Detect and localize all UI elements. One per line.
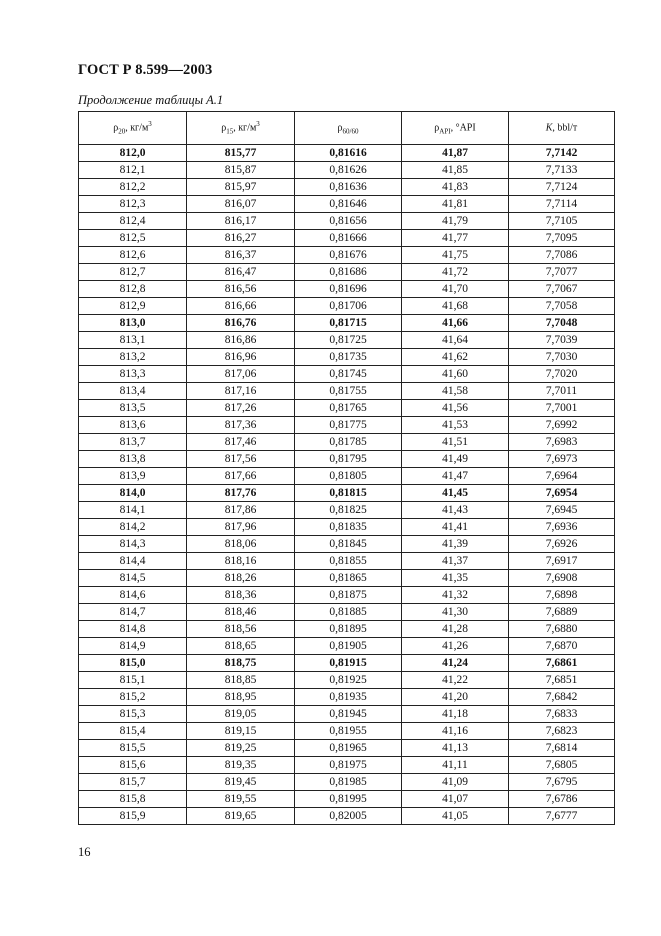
rho-api-cell: 41,18 — [402, 706, 509, 723]
rho-api-cell: 41,51 — [402, 434, 509, 451]
rho-api-cell: 41,30 — [402, 604, 509, 621]
rho15-cell: 817,36 — [187, 417, 295, 434]
column-header-k: K, bbl/т — [509, 112, 615, 145]
table-row — [79, 383, 615, 400]
table-row — [79, 808, 615, 825]
rho15-cell: 818,65 — [187, 638, 295, 655]
rho15-cell: 816,76 — [187, 315, 295, 332]
rho15-cell: 819,25 — [187, 740, 295, 757]
k-cell: 7,6926 — [509, 536, 615, 553]
table-row — [79, 570, 615, 587]
k-cell: 7,6795 — [509, 774, 615, 791]
rho60-60-cell: 0,81725 — [295, 332, 402, 349]
k-cell: 7,6945 — [509, 502, 615, 519]
rho20-cell: 812,5 — [79, 230, 187, 247]
k-cell: 7,7001 — [509, 400, 615, 417]
rho-api-cell: 41,07 — [402, 791, 509, 808]
k-cell: 7,7114 — [509, 196, 615, 213]
rho-api-cell: 41,32 — [402, 587, 509, 604]
rho-api-cell: 41,41 — [402, 519, 509, 536]
rho15-cell: 816,07 — [187, 196, 295, 213]
k-cell: 7,7142 — [509, 145, 615, 162]
k-cell: 7,6964 — [509, 468, 615, 485]
table-row — [79, 604, 615, 621]
rho20-cell: 814,7 — [79, 604, 187, 621]
rho60-60-cell: 0,81955 — [295, 723, 402, 740]
rho-api-cell: 41,16 — [402, 723, 509, 740]
rho-api-cell: 41,28 — [402, 621, 509, 638]
rho15-cell: 817,76 — [187, 485, 295, 502]
rho15-cell: 818,75 — [187, 655, 295, 672]
rho15-cell: 816,27 — [187, 230, 295, 247]
table-row — [79, 366, 615, 383]
table-row — [79, 315, 615, 332]
rho15-cell: 816,96 — [187, 349, 295, 366]
rho20-cell: 815,4 — [79, 723, 187, 740]
table-row — [79, 638, 615, 655]
k-cell: 7,6917 — [509, 553, 615, 570]
rho-api-cell: 41,24 — [402, 655, 509, 672]
rho-api-cell: 41,72 — [402, 264, 509, 281]
rho60-60-cell: 0,81616 — [295, 145, 402, 162]
rho15-cell: 819,05 — [187, 706, 295, 723]
rho-api-cell: 41,13 — [402, 740, 509, 757]
k-cell: 7,6842 — [509, 689, 615, 706]
rho15-cell: 817,06 — [187, 366, 295, 383]
rho15-cell: 819,55 — [187, 791, 295, 808]
rho60-60-cell: 0,81835 — [295, 519, 402, 536]
rho60-60-cell: 0,81975 — [295, 757, 402, 774]
k-cell: 7,7086 — [509, 247, 615, 264]
rho60-60-cell: 0,81715 — [295, 315, 402, 332]
rho-api-cell: 41,58 — [402, 383, 509, 400]
k-cell: 7,6954 — [509, 485, 615, 502]
rho-api-cell: 41,09 — [402, 774, 509, 791]
rho-api-cell: 41,70 — [402, 281, 509, 298]
rho20-cell: 814,2 — [79, 519, 187, 536]
rho15-cell: 818,85 — [187, 672, 295, 689]
rho-api-cell: 41,20 — [402, 689, 509, 706]
rho20-cell: 814,5 — [79, 570, 187, 587]
rho-api-cell: 41,79 — [402, 213, 509, 230]
k-cell: 7,6898 — [509, 587, 615, 604]
rho60-60-cell: 0,81785 — [295, 434, 402, 451]
rho15-cell: 815,87 — [187, 162, 295, 179]
k-cell: 7,6861 — [509, 655, 615, 672]
rho15-cell: 817,66 — [187, 468, 295, 485]
rho15-cell: 816,47 — [187, 264, 295, 281]
rho-api-cell: 41,77 — [402, 230, 509, 247]
rho60-60-cell: 0,81885 — [295, 604, 402, 621]
rho20-cell: 815,9 — [79, 808, 187, 825]
k-cell: 7,6889 — [509, 604, 615, 621]
rho20-cell: 815,3 — [79, 706, 187, 723]
document-title: ГОСТ Р 8.599—2003 — [78, 62, 213, 78]
k-cell: 7,7095 — [509, 230, 615, 247]
k-cell: 7,7030 — [509, 349, 615, 366]
rho15-cell: 818,16 — [187, 553, 295, 570]
rho-api-cell: 41,26 — [402, 638, 509, 655]
rho15-cell: 819,65 — [187, 808, 295, 825]
rho60-60-cell: 0,82005 — [295, 808, 402, 825]
rho60-60-cell: 0,81875 — [295, 587, 402, 604]
rho20-cell: 813,9 — [79, 468, 187, 485]
rho20-cell: 814,6 — [79, 587, 187, 604]
rho20-cell: 812,2 — [79, 179, 187, 196]
rho60-60-cell: 0,81995 — [295, 791, 402, 808]
rho-api-cell: 41,68 — [402, 298, 509, 315]
k-cell: 7,7011 — [509, 383, 615, 400]
rho20-cell: 814,4 — [79, 553, 187, 570]
rho60-60-cell: 0,81795 — [295, 451, 402, 468]
table-row — [79, 247, 615, 264]
column-header-rho60-60: $\rho_{60/60}$ — [295, 112, 402, 145]
k-cell: 7,6786 — [509, 791, 615, 808]
k-cell: 7,7058 — [509, 298, 615, 315]
table-row — [79, 230, 615, 247]
rho20-cell: 812,1 — [79, 162, 187, 179]
rho20-cell: 813,1 — [79, 332, 187, 349]
k-cell: 7,7067 — [509, 281, 615, 298]
rho60-60-cell: 0,81755 — [295, 383, 402, 400]
rho-api-cell: 41,39 — [402, 536, 509, 553]
rho15-cell: 819,35 — [187, 757, 295, 774]
rho60-60-cell: 0,81626 — [295, 162, 402, 179]
rho60-60-cell: 0,81855 — [295, 553, 402, 570]
rho15-cell: 817,56 — [187, 451, 295, 468]
rho60-60-cell: 0,81825 — [295, 502, 402, 519]
rho-api-cell: 41,45 — [402, 485, 509, 502]
table-row — [79, 723, 615, 740]
rho15-cell: 816,86 — [187, 332, 295, 349]
rho20-cell: 815,2 — [79, 689, 187, 706]
table-row — [79, 519, 615, 536]
table-row — [79, 536, 615, 553]
table-row — [79, 281, 615, 298]
rho15-cell: 816,17 — [187, 213, 295, 230]
rho15-cell: 818,26 — [187, 570, 295, 587]
table-row — [79, 706, 615, 723]
rho60-60-cell: 0,81895 — [295, 621, 402, 638]
table-row — [79, 740, 615, 757]
rho-api-cell: 41,35 — [402, 570, 509, 587]
table-row — [79, 553, 615, 570]
k-cell: 7,6870 — [509, 638, 615, 655]
rho20-cell: 815,6 — [79, 757, 187, 774]
rho-api-cell: 41,11 — [402, 757, 509, 774]
table-caption: Продолжение таблицы А.1 — [78, 93, 224, 107]
rho60-60-cell: 0,81696 — [295, 281, 402, 298]
k-cell: 7,6983 — [509, 434, 615, 451]
page-number: 16 — [78, 845, 91, 859]
rho15-cell: 816,37 — [187, 247, 295, 264]
rho60-60-cell: 0,81845 — [295, 536, 402, 553]
rho20-cell: 814,3 — [79, 536, 187, 553]
rho-api-cell: 41,83 — [402, 179, 509, 196]
rho60-60-cell: 0,81646 — [295, 196, 402, 213]
rho20-cell: 813,2 — [79, 349, 187, 366]
rho15-cell: 818,06 — [187, 536, 295, 553]
rho20-cell: 815,5 — [79, 740, 187, 757]
table-row — [79, 502, 615, 519]
rho-api-cell: 41,49 — [402, 451, 509, 468]
k-cell: 7,6777 — [509, 808, 615, 825]
rho20-cell: 813,3 — [79, 366, 187, 383]
rho20-cell: 812,7 — [79, 264, 187, 281]
rho60-60-cell: 0,81666 — [295, 230, 402, 247]
rho60-60-cell: 0,81735 — [295, 349, 402, 366]
rho60-60-cell: 0,81765 — [295, 400, 402, 417]
rho20-cell: 812,0 — [79, 145, 187, 162]
table-row — [79, 332, 615, 349]
rho60-60-cell: 0,81925 — [295, 672, 402, 689]
k-cell: 7,7048 — [509, 315, 615, 332]
rho15-cell: 815,77 — [187, 145, 295, 162]
rho60-60-cell: 0,81865 — [295, 570, 402, 587]
rho15-cell: 818,95 — [187, 689, 295, 706]
rho15-cell: 816,66 — [187, 298, 295, 315]
rho60-60-cell: 0,81656 — [295, 213, 402, 230]
rho20-cell: 813,5 — [79, 400, 187, 417]
rho15-cell: 817,26 — [187, 400, 295, 417]
rho15-cell: 816,56 — [187, 281, 295, 298]
rho20-cell: 814,1 — [79, 502, 187, 519]
rho-api-cell: 41,37 — [402, 553, 509, 570]
rho-api-cell: 41,43 — [402, 502, 509, 519]
rho-api-cell: 41,85 — [402, 162, 509, 179]
k-cell: 7,7020 — [509, 366, 615, 383]
rho-api-cell: 41,60 — [402, 366, 509, 383]
k-cell: 7,6973 — [509, 451, 615, 468]
k-cell: 7,6936 — [509, 519, 615, 536]
k-cell: 7,7077 — [509, 264, 615, 281]
rho15-cell: 817,96 — [187, 519, 295, 536]
rho20-cell: 814,0 — [79, 485, 187, 502]
rho60-60-cell: 0,81805 — [295, 468, 402, 485]
k-cell: 7,7133 — [509, 162, 615, 179]
rho20-cell: 812,6 — [79, 247, 187, 264]
rho-api-cell: 41,47 — [402, 468, 509, 485]
rho60-60-cell: 0,81965 — [295, 740, 402, 757]
table-row — [79, 672, 615, 689]
table-row — [79, 349, 615, 366]
rho-api-cell: 41,87 — [402, 145, 509, 162]
table-row — [79, 400, 615, 417]
table-row — [79, 434, 615, 451]
k-cell: 7,6880 — [509, 621, 615, 638]
rho-api-cell: 41,66 — [402, 315, 509, 332]
table-row — [79, 451, 615, 468]
rho15-cell: 819,45 — [187, 774, 295, 791]
rho20-cell: 814,8 — [79, 621, 187, 638]
rho-api-cell: 41,64 — [402, 332, 509, 349]
rho60-60-cell: 0,81775 — [295, 417, 402, 434]
rho60-60-cell: 0,81945 — [295, 706, 402, 723]
density-table — [78, 111, 615, 825]
rho20-cell: 813,8 — [79, 451, 187, 468]
rho-api-cell: 41,05 — [402, 808, 509, 825]
rho60-60-cell: 0,81676 — [295, 247, 402, 264]
rho20-cell: 812,9 — [79, 298, 187, 315]
rho20-cell: 815,8 — [79, 791, 187, 808]
rho60-60-cell: 0,81815 — [295, 485, 402, 502]
table-header-row — [79, 112, 615, 145]
k-cell: 7,6833 — [509, 706, 615, 723]
table-row — [79, 655, 615, 672]
table-row — [79, 417, 615, 434]
rho-api-cell: 41,56 — [402, 400, 509, 417]
table-row — [79, 791, 615, 808]
column-header-rho20: $\rho_{20}$, $кг/м^3$ — [79, 112, 187, 145]
k-cell: 7,6814 — [509, 740, 615, 757]
rho60-60-cell: 0,81636 — [295, 179, 402, 196]
rho15-cell: 817,46 — [187, 434, 295, 451]
k-cell: 7,6992 — [509, 417, 615, 434]
rho60-60-cell: 0,81686 — [295, 264, 402, 281]
table-row — [79, 162, 615, 179]
rho15-cell: 819,15 — [187, 723, 295, 740]
table-row — [79, 774, 615, 791]
k-cell: 7,6823 — [509, 723, 615, 740]
table-row — [79, 264, 615, 281]
table-body — [79, 145, 615, 825]
k-cell: 7,7105 — [509, 213, 615, 230]
rho-api-cell: 41,22 — [402, 672, 509, 689]
rho60-60-cell: 0,81905 — [295, 638, 402, 655]
rho20-cell: 813,7 — [79, 434, 187, 451]
table-row — [79, 621, 615, 638]
table-row — [79, 196, 615, 213]
rho20-cell: 813,4 — [79, 383, 187, 400]
rho15-cell: 818,56 — [187, 621, 295, 638]
rho15-cell: 817,16 — [187, 383, 295, 400]
k-cell: 7,7039 — [509, 332, 615, 349]
rho-api-cell: 41,62 — [402, 349, 509, 366]
rho60-60-cell: 0,81915 — [295, 655, 402, 672]
rho-api-cell: 41,81 — [402, 196, 509, 213]
table-row — [79, 587, 615, 604]
rho60-60-cell: 0,81706 — [295, 298, 402, 315]
column-header-rho-api: $\rho_{API}$, °API — [402, 112, 509, 145]
rho-api-cell: 41,53 — [402, 417, 509, 434]
table-row — [79, 757, 615, 774]
rho20-cell: 812,3 — [79, 196, 187, 213]
rho20-cell: 813,0 — [79, 315, 187, 332]
k-cell: 7,6851 — [509, 672, 615, 689]
column-header-rho15: $\rho_{15}$, $кг/м^3$ — [187, 112, 295, 145]
table-row — [79, 485, 615, 502]
rho60-60-cell: 0,81745 — [295, 366, 402, 383]
table-row — [79, 213, 615, 230]
k-cell: 7,6805 — [509, 757, 615, 774]
rho20-cell: 812,8 — [79, 281, 187, 298]
table-row — [79, 298, 615, 315]
rho15-cell: 815,97 — [187, 179, 295, 196]
rho15-cell: 818,36 — [187, 587, 295, 604]
rho60-60-cell: 0,81935 — [295, 689, 402, 706]
rho-api-cell: 41,75 — [402, 247, 509, 264]
rho20-cell: 815,7 — [79, 774, 187, 791]
table-row — [79, 689, 615, 706]
rho15-cell: 817,86 — [187, 502, 295, 519]
table-row — [79, 179, 615, 196]
table-row — [79, 468, 615, 485]
rho15-cell: 818,46 — [187, 604, 295, 621]
rho20-cell: 815,1 — [79, 672, 187, 689]
rho60-60-cell: 0,81985 — [295, 774, 402, 791]
rho20-cell: 813,6 — [79, 417, 187, 434]
rho20-cell: 814,9 — [79, 638, 187, 655]
rho20-cell: 812,4 — [79, 213, 187, 230]
rho20-cell: 815,0 — [79, 655, 187, 672]
k-cell: 7,7124 — [509, 179, 615, 196]
k-cell: 7,6908 — [509, 570, 615, 587]
table-row — [79, 145, 615, 162]
